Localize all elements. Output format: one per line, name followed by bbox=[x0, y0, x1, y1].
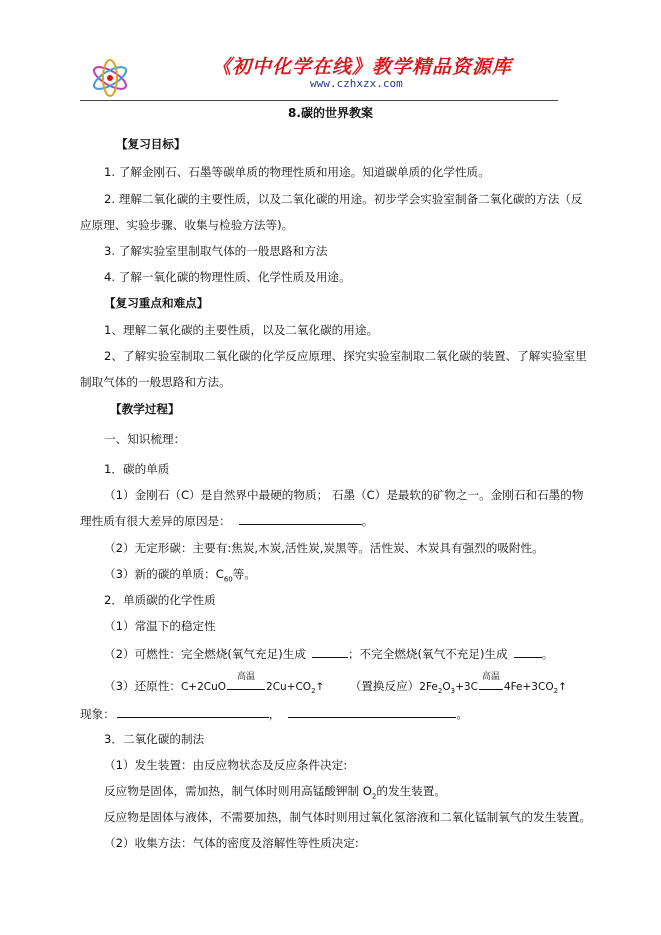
reducibility-label: （3）还原性： bbox=[104, 679, 181, 693]
key-1: 1、理解二氧化碳的主要性质，以及二氧化碳的用途。 bbox=[104, 323, 379, 337]
banner-url: www.czhxzx.com bbox=[310, 77, 403, 90]
key-heading: 【复习重点和难点】 bbox=[104, 296, 209, 310]
comma: ， bbox=[268, 707, 281, 721]
goal-1: 1. 了解金刚石、石墨等碳单质的物理性质和用途。知道碳单质的化学性质。 bbox=[104, 165, 490, 179]
doc-title: 8.碳的世界教案 bbox=[288, 106, 373, 120]
key-2-line-1: 2、了解实验室制取二氧化碳的化学反应原理、探究实验室制取二氧化碳的装置、了解实验室里 bbox=[104, 349, 587, 363]
goal-2-line-2: 应原理、实验步骤、收集与检验方法等)。 bbox=[80, 218, 294, 232]
combustibility bbox=[104, 645, 553, 662]
amorphous-carbon: （2）无定形碳：主要有:焦炭,木炭,活性炭,炭黑等。活性炭、木炭具有强烈的吸附性。 bbox=[104, 541, 544, 555]
eq2-sub-1: 2 bbox=[437, 687, 443, 696]
period-2: 。 bbox=[541, 647, 554, 661]
new-carbon-text: （3）新的碳的单质：C bbox=[104, 567, 224, 581]
eq2-condition-text: 高温 bbox=[481, 672, 500, 682]
knowledge-heading: 一、知识梳理： bbox=[104, 432, 186, 446]
eq2-right: 4Fe+3CO bbox=[503, 681, 554, 693]
goal-2-line-1: 2. 理解二氧化碳的主要性质，以及二氧化碳的用途。初步学会实验室制备二氧化碳的方法（反 bbox=[104, 192, 583, 206]
new-carbon-end: 等。 bbox=[232, 567, 256, 581]
eq2-sub-2: 3 bbox=[450, 687, 456, 696]
solid-liquid: 反应物是固体与液体，不需要加热，制气体时则用过氧化氢溶液和二氧化锰制氧气的发生装置。 bbox=[104, 810, 591, 824]
goal-4: 4. 了解一氧化碳的物理性质、化学性质及用途。 bbox=[104, 270, 351, 284]
goal-3: 3. 了解实验室里制取气体的一般思路和方法 bbox=[104, 244, 328, 258]
answer-blank-3[interactable] bbox=[514, 645, 542, 658]
eq2-o: O bbox=[442, 681, 451, 693]
eq2-left: 2Fe bbox=[419, 681, 438, 693]
goals-heading: 【复习目标】 bbox=[116, 137, 186, 151]
eq1-arrow: ↑ bbox=[315, 681, 325, 693]
atom-logo-icon bbox=[88, 56, 132, 100]
eq2-subscript: 2 bbox=[553, 687, 559, 696]
solid-heating bbox=[104, 783, 446, 804]
c60-subscript: 60 bbox=[223, 575, 233, 584]
process-heading: 【教学过程】 bbox=[110, 402, 180, 416]
stability: （1）常温下的稳定性 bbox=[104, 619, 216, 633]
chem-props-heading: 2．单质碳的化学性质 bbox=[104, 593, 216, 607]
new-carbon bbox=[104, 566, 256, 587]
co2-preparation-heading: 3．二氧化碳的制法 bbox=[104, 732, 205, 746]
reducibility bbox=[104, 672, 567, 699]
eq1-left: C+2CuO bbox=[180, 681, 227, 693]
combustibility-text-1: （2）可燃性：完全燃烧(氧气充足)生成 bbox=[104, 647, 306, 661]
header-banner bbox=[80, 42, 558, 100]
key-2-line-2: 制取气体的一般思路和方法。 bbox=[80, 375, 231, 389]
diamond-graphite-line-1: （1）金刚石（C）是自然界中最硬的物质； 石墨（C）是最软的矿物之一。金刚石和石墨的物 bbox=[104, 488, 584, 502]
banner-title: 《初中化学在线》教学精品资源库 bbox=[212, 56, 513, 78]
eq2-plus: +3C bbox=[455, 681, 478, 693]
answer-blank-1[interactable] bbox=[239, 512, 362, 525]
header-rule bbox=[80, 100, 558, 101]
answer-blank-2[interactable] bbox=[312, 645, 348, 658]
eq1-right: 2Cu+CO bbox=[266, 681, 312, 693]
o2-subscript: 2 bbox=[371, 792, 377, 801]
collection-method: （2）收集方法：气体的密度及溶解性等性质决定: bbox=[104, 836, 359, 850]
solid-heating-text: 反应物是固体，需加热，制气体时则用高锰酸钾制 O bbox=[104, 784, 372, 798]
answer-blank-4[interactable] bbox=[117, 705, 269, 718]
eq1-condition bbox=[227, 672, 265, 695]
diamond-graphite-text: 理性质有很大差异的原因是： bbox=[80, 514, 231, 528]
phenomenon bbox=[80, 705, 468, 722]
eq1-condition-text: 高温 bbox=[237, 672, 256, 682]
answer-blank-5[interactable] bbox=[288, 705, 456, 718]
diamond-graphite-line-2 bbox=[80, 512, 373, 529]
solid-heating-end: 的发生装置。 bbox=[376, 784, 446, 798]
eq1-subscript: 2 bbox=[311, 687, 316, 696]
replacement-reaction: （置换反应） bbox=[349, 679, 420, 693]
period-3: 。 bbox=[456, 707, 469, 721]
carbon-elements-heading: 1．碳的单质 bbox=[104, 462, 170, 476]
phenomenon-label: 现象： bbox=[80, 707, 115, 721]
eq2-arrow: ↑ bbox=[558, 681, 567, 693]
eq2-condition bbox=[479, 672, 503, 695]
period-1: 。 bbox=[361, 514, 374, 528]
combustibility-text-2: ；不完全燃烧(氧气不充足)生成 bbox=[347, 647, 508, 661]
generator-device: （1）发生装置：由反应物状态及反应条件决定: bbox=[104, 758, 348, 772]
